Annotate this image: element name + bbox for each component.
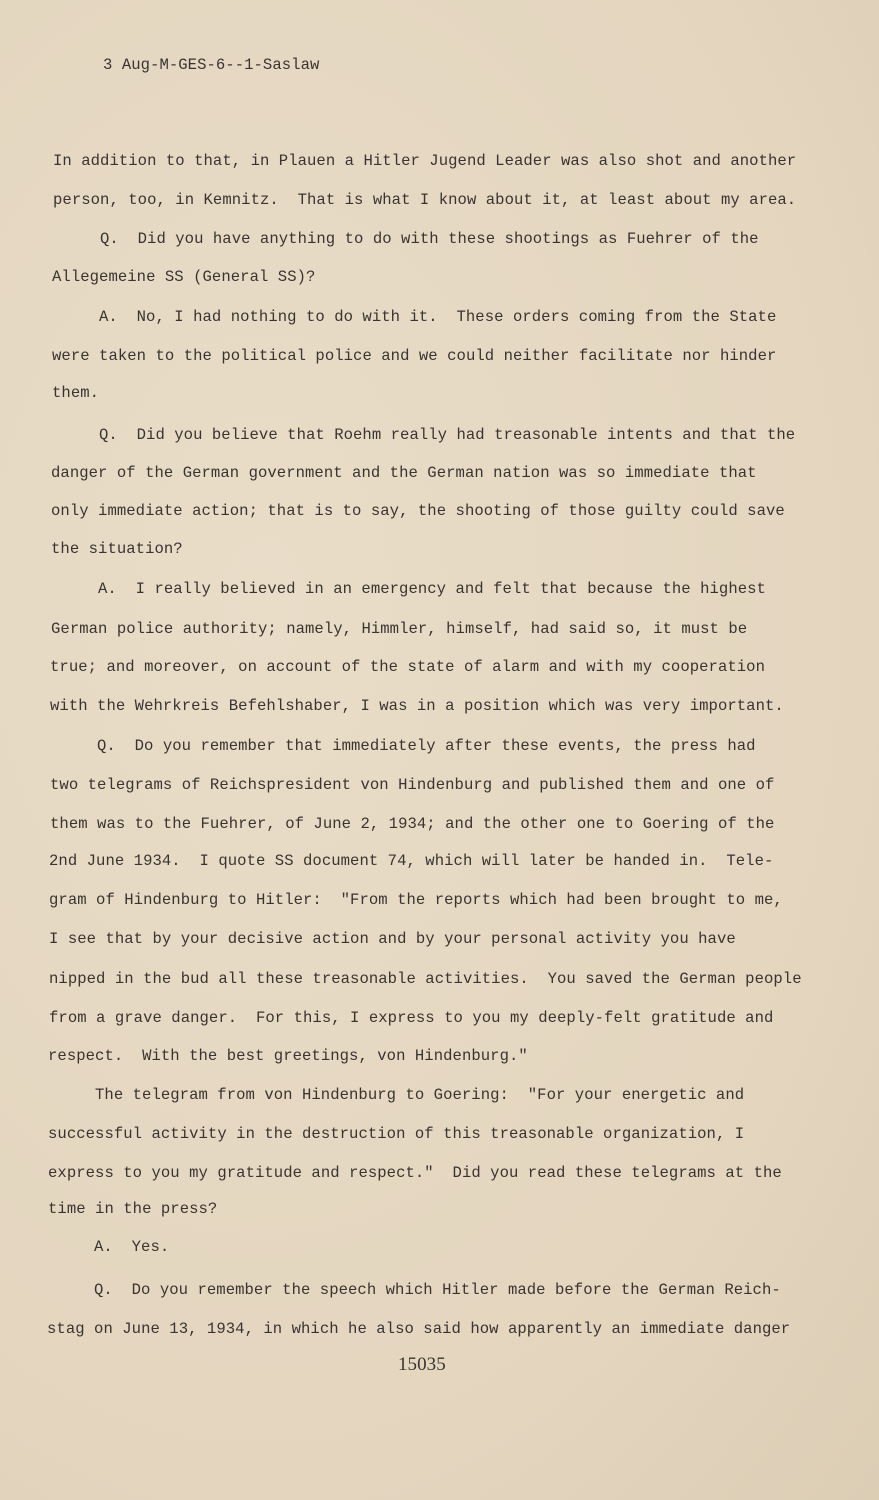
text-line: person, too, in Kemnitz. That is what I know about it, at least about my area. (53, 191, 797, 209)
text-line: German police authority; namely, Himmler, himself, had said so, it must be (51, 620, 748, 638)
text-line: the situation? (51, 540, 183, 558)
text-line: 2nd June 1934. I quote SS document 74, which will later be handed in. Tele- (49, 852, 774, 870)
text-line: A. Yes. (94, 1238, 170, 1256)
text-line: The telegram from von Hindenburg to Goering: "For your energetic and (95, 1086, 745, 1104)
text-line: only immediate action; that is to say, the shooting of those guilty could save (51, 502, 785, 520)
text-line: true; and moreover, on account of the state of alarm and with my cooperation (50, 658, 765, 676)
text-line: from a grave danger. For this, I express to you my deeply-felt gratitude and (49, 1009, 774, 1027)
text-line: time in the press? (48, 1200, 218, 1218)
text-line: respect. With the best greetings, von Hindenburg." (48, 1047, 528, 1065)
text-line: express to you my gratitude and respect." Did you read these telegrams at the (48, 1164, 782, 1182)
text-line: them was to the Fuehrer, of June 2, 1934; and the other one to Goering of the (50, 815, 775, 833)
text-line: In addition to that, in Plauen a Hitler Jugend Leader was also shot and another (53, 152, 797, 170)
text-line: gram of Hindenburg to Hitler: "From the reports which had been brought to me, (49, 891, 783, 909)
page-number: 15035 (398, 1354, 446, 1375)
document-header: 3 Aug-M-GES-6--1-Saslaw (103, 56, 320, 74)
text-line: Q. Do you remember that immediately after these events, the press had (97, 737, 756, 755)
text-line: nipped in the bud all these treasonable activities. You saved the German people (49, 970, 802, 988)
text-line: with the Wehrkreis Befehlshaber, I was in a position which was very important. (50, 697, 784, 715)
text-line: successful activity in the destruction of this treasonable organization, I (48, 1125, 745, 1143)
text-line: danger of the German government and the German nation was so immediate that (51, 464, 757, 482)
text-line: were taken to the political police and we could neither facilitate nor hinder (52, 347, 777, 365)
text-line: them. (52, 384, 100, 402)
text-line: A. No, I had nothing to do with it. These orders coming from the State (99, 308, 777, 326)
text-line: Q. Did you believe that Roehm really had treasonable intents and that the (99, 426, 796, 444)
text-line: Allegemeine SS (General SS)? (52, 268, 316, 286)
text-line: two telegrams of Reichspresident von Hindenburg and published them and one of (50, 776, 775, 794)
text-line: A. I really believed in an emergency and felt that because the highest (98, 580, 766, 598)
text-line: I see that by your decisive action and by your personal activity you have (49, 930, 736, 948)
text-line: Q. Do you remember the speech which Hitler made before the German Reich- (94, 1281, 781, 1299)
text-line: Q. Did you have anything to do with these shootings as Fuehrer of the (100, 230, 759, 248)
text-line: stag on June 13, 1934, in which he also said how apparently an immediate danger (47, 1320, 791, 1338)
